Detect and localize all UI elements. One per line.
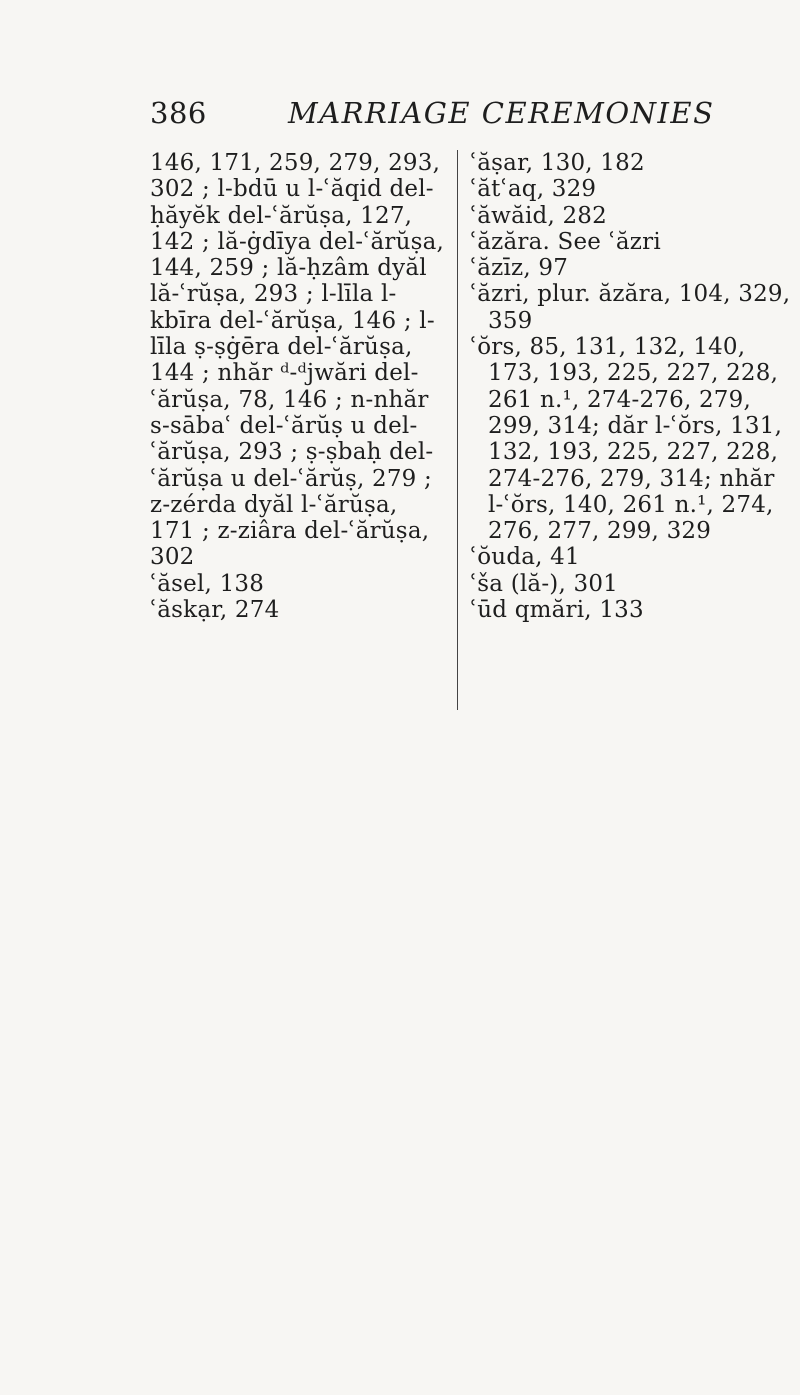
index-line: 142 ; lă-ġdīya del-ʿărŭṣa, [150, 228, 445, 255]
index-column-left [150, 150, 450, 623]
index-line: ʿăsel, 138 [150, 570, 265, 597]
index-line: kbīra del-ʿărŭṣa, 146 ; l- [150, 307, 435, 334]
index-line: ʿăṣar, 130, 182 [470, 150, 645, 176]
running-head: MARRIAGE CEREMONIES [288, 96, 715, 130]
index-line: ʿŏrs, 85, 131, 132, 140, [470, 334, 746, 361]
index-line: ʿăzăra. See ʿăzri [470, 228, 661, 255]
index-line: 261 n.¹, 274-276, 279, [488, 386, 751, 413]
index-line: 299, 314; dăr l-ʿŏrs, 131, [488, 412, 783, 439]
index-line: līla ṣ-ṣġēra del-ʿărŭṣa, [150, 334, 413, 361]
index-line: ʿărŭṣa, 78, 146 ; n-nhăr [150, 386, 429, 413]
index-line: ʿăzīz, 97 [470, 255, 569, 282]
index-line: z-zérda dyăl l-ʿărŭṣa, [150, 491, 398, 518]
index-line: 302 ; l-bdū u l-ʿăqid del- [150, 176, 434, 203]
index-line: 302 [150, 544, 195, 571]
index-line: 146, 171, 259, 279, 293, [150, 150, 441, 176]
index-line: 359 [488, 307, 533, 334]
index-line: l-ʿŏrs, 140, 261 n.¹, 274, [488, 491, 774, 518]
index-line: s-sābaʿ del-ʿărŭṣ u del- [150, 412, 418, 439]
page-header [150, 96, 750, 136]
index-column-right [470, 150, 791, 624]
index-line: ʿătʿaq, 329 [470, 176, 597, 203]
index-line: 132, 193, 225, 227, 228, [488, 439, 779, 466]
index-line: 171 ; z-ziâra del-ʿărŭṣa, [150, 518, 430, 545]
index-line: 173, 193, 225, 227, 228, [488, 360, 779, 387]
index-line: ʿŏuda, 41 [470, 544, 580, 571]
page-number: 386 [150, 96, 207, 130]
index-line: ʿărŭṣa u del-ʿărŭṣ, 279 ; [150, 465, 432, 492]
index-line: ʿăzri, plur. ăzăra, 104, 329, [470, 281, 791, 308]
index-line: 274-276, 279, 314; nhăr [488, 465, 775, 492]
index-line: ʿūd qmări, 133 [470, 597, 644, 624]
index-line: ʿărŭṣa, 293 ; ṣ-ṣbaḥ del- [150, 439, 434, 466]
index-line: ḥăyĕk del-ʿărŭṣa, 127, [150, 202, 413, 229]
index-line: lă-ʿrŭṣa, 293 ; l-līla l- [150, 281, 397, 308]
index-line: 144 ; nhăr ᵈ-ᵈjwări del- [150, 360, 419, 387]
index-line: 276, 277, 299, 329 [488, 518, 712, 545]
index-line: 144, 259 ; lă-ḥzâm dyăl [150, 255, 427, 282]
index-line: ʿăwăid, 282 [470, 202, 607, 229]
column-divider [457, 150, 458, 710]
index-line: ʿša (lă-), 301 [470, 570, 618, 597]
index-line: ʿăskạr, 274 [150, 597, 280, 624]
